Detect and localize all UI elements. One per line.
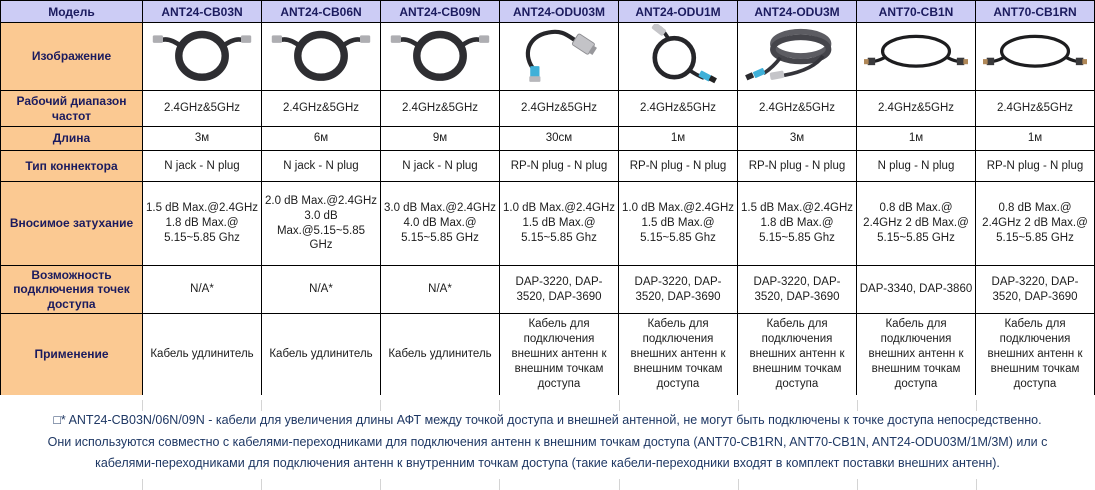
length-cell: 1м bbox=[619, 127, 738, 151]
model-header: ANT24-ODU03M bbox=[500, 1, 619, 23]
cable-coil-black-icon bbox=[388, 24, 492, 84]
image-cell bbox=[381, 23, 500, 91]
connector-cell: RP-N plug - N plug bbox=[738, 151, 857, 182]
gridline-tick bbox=[619, 400, 620, 411]
image-cell bbox=[976, 23, 1095, 91]
frequency-cell: 2.4GHz&5GHz bbox=[619, 91, 738, 127]
table-row-frequency bbox=[1, 91, 1095, 127]
image-cell bbox=[500, 23, 619, 91]
gridline-tick bbox=[738, 479, 739, 490]
frequency-cell: 2.4GHz&5GHz bbox=[976, 91, 1095, 127]
model-header: ANT24-CB03N bbox=[143, 1, 262, 23]
gridline-tick bbox=[261, 479, 262, 490]
table-row-image bbox=[1, 23, 1095, 91]
row-label-connector: Тип коннектора bbox=[1, 151, 143, 182]
usage-cell: Кабель для подключения внешних антенн к внешним точкам доступа bbox=[619, 314, 738, 396]
row-label-access: Возможность подключения точек доступа bbox=[1, 266, 143, 314]
connector-cell: N plug - N plug bbox=[857, 151, 976, 182]
usage-cell: Кабель для подключения внешних антенн к внешним точкам доступа bbox=[738, 314, 857, 396]
usage-cell: Кабель удлинитель bbox=[381, 314, 500, 396]
gridline-tick bbox=[261, 400, 262, 411]
length-cell: 9м bbox=[381, 127, 500, 151]
model-header: ANT24-ODU3M bbox=[738, 1, 857, 23]
cable-coil-black-icon bbox=[150, 24, 254, 84]
gridline-tick bbox=[976, 479, 977, 490]
frequency-cell: 2.4GHz&5GHz bbox=[738, 91, 857, 127]
cable-coil-black-icon bbox=[269, 24, 373, 84]
frequency-cell: 2.4GHz&5GHz bbox=[500, 91, 619, 127]
image-cell bbox=[262, 23, 381, 91]
row-label-image: Изображение bbox=[1, 23, 143, 91]
cable-adapter-short-icon bbox=[507, 24, 611, 84]
frequency-cell: 2.4GHz&5GHz bbox=[262, 91, 381, 127]
access-cell: DAP-3220, DAP-3520, DAP-3690 bbox=[500, 266, 619, 314]
gridline-tick bbox=[976, 400, 977, 411]
row-label-frequency: Рабочий диапазон частот bbox=[1, 91, 143, 127]
cable-thin-loop-icon bbox=[864, 24, 968, 84]
frequency-cell: 2.4GHz&5GHz bbox=[381, 91, 500, 127]
table-row-length bbox=[1, 127, 1095, 151]
connector-cell: RP-N plug - N plug bbox=[976, 151, 1095, 182]
access-cell: DAP-3220, DAP-3520, DAP-3690 bbox=[738, 266, 857, 314]
table-row-usage bbox=[1, 314, 1095, 396]
loss-cell: 0.8 dB Max.@ 2.4GHz 2 dB Max.@ 5.15~5.85 GHz bbox=[857, 182, 976, 266]
image-cell bbox=[857, 23, 976, 91]
footnote-line: □* ANT24-CB03N/06N/09N - кабели для увеличения длины АФТ между точкой доступа и внешней антенной, не могут быть подключены к точке доступа непосредственно. bbox=[53, 413, 1042, 427]
table-row-access bbox=[1, 266, 1095, 314]
image-cell bbox=[738, 23, 857, 91]
access-cell: N/A* bbox=[262, 266, 381, 314]
usage-cell: Кабель удлинитель bbox=[262, 314, 381, 396]
length-cell: 1м bbox=[976, 127, 1095, 151]
loss-cell: 1.5 dB Max.@2.4GHz 1.8 dB Max.@ 5.15~5.85 Ghz bbox=[738, 182, 857, 266]
model-header: ANT70-CB1N bbox=[857, 1, 976, 23]
row-label-usage: Применение bbox=[1, 314, 143, 396]
length-cell: 1м bbox=[857, 127, 976, 151]
gridline-tick bbox=[619, 479, 620, 490]
connector-cell: RP-N plug - N plug bbox=[619, 151, 738, 182]
loss-cell: 2.0 dB Max.@2.4GHz 3.0 dB Max.@5.15~5.85 GHz bbox=[262, 182, 381, 266]
loss-cell: 1.5 dB Max.@2.4GHz 1.8 dB Max.@ 5.15~5.85 Ghz bbox=[143, 182, 262, 266]
length-cell: 6м bbox=[262, 127, 381, 151]
loss-cell: 0.8 dB Max.@ 2.4GHz 2 dB Max.@ 5.15~5.85 GHz bbox=[976, 182, 1095, 266]
frequency-cell: 2.4GHz&5GHz bbox=[857, 91, 976, 127]
usage-cell: Кабель для подключения внешних антенн к внешним точкам доступа bbox=[857, 314, 976, 396]
loss-cell: 1.0 dB Max.@2.4GHz 1.5 dB Max.@ 5.15~5.85 Ghz bbox=[619, 182, 738, 266]
image-cell bbox=[619, 23, 738, 91]
usage-cell: Кабель для подключения внешних антенн к внешним точкам доступа bbox=[976, 314, 1095, 396]
gridline-tick bbox=[857, 400, 858, 411]
footnote-line: Они используются совместно с кабелями-переходниками для подключения антенн к внешним точкам доступа (ANT70-CB1RN, ANT70-CB1N, ANT24-ODU03M/1M/3M) или с bbox=[47, 434, 1048, 449]
gridline-tick bbox=[499, 479, 500, 490]
length-cell: 30см bbox=[500, 127, 619, 151]
image-cell bbox=[143, 23, 262, 91]
model-header: ANT24-CB09N bbox=[381, 1, 500, 23]
cable-coil-gray-icon bbox=[745, 24, 849, 84]
model-header: ANT24-ODU1M bbox=[619, 1, 738, 23]
loss-cell: 1.0 dB Max.@2.4GHz 1.5 dB Max.@ 5.15~5.85 Ghz bbox=[500, 182, 619, 266]
access-cell: N/A* bbox=[381, 266, 500, 314]
model-header: ANT24-CB06N bbox=[262, 1, 381, 23]
access-cell: DAP-3340, DAP-3860 bbox=[857, 266, 976, 314]
gridline-tick bbox=[380, 479, 381, 490]
corner-header: Модель bbox=[1, 1, 143, 23]
gridline-tick bbox=[857, 479, 858, 490]
access-cell: DAP-3220, DAP-3520, DAP-3690 bbox=[619, 266, 738, 314]
usage-cell: Кабель для подключения внешних антенн к внешним точкам доступа bbox=[500, 314, 619, 396]
gridline-tick bbox=[738, 400, 739, 411]
gridline-tick bbox=[380, 400, 381, 411]
footnote-line: кабелями-переходниками для подключения антенн к внутренним точкам доступа (такие кабели-переходники входят в комплект поставки внешних антенн). bbox=[95, 456, 1000, 470]
length-cell: 3м bbox=[143, 127, 262, 151]
model-header: ANT70-CB1RN bbox=[976, 1, 1095, 23]
usage-cell: Кабель удлинитель bbox=[143, 314, 262, 396]
row-label-loss: Вносимое затухание bbox=[1, 182, 143, 266]
gridline-tick bbox=[142, 400, 143, 411]
connector-cell: RP-N plug - N plug bbox=[500, 151, 619, 182]
header-row bbox=[1, 1, 1095, 23]
connector-cell: N jack - N plug bbox=[143, 151, 262, 182]
spec-table-body bbox=[1, 23, 1095, 396]
frequency-cell: 2.4GHz&5GHz bbox=[143, 91, 262, 127]
table-row-loss bbox=[1, 182, 1095, 266]
length-cell: 3м bbox=[738, 127, 857, 151]
connector-cell: N jack - N plug bbox=[381, 151, 500, 182]
access-cell: DAP-3220, DAP-3520, DAP-3690 bbox=[976, 266, 1095, 314]
access-cell: N/A* bbox=[143, 266, 262, 314]
gridline-tick bbox=[142, 479, 143, 490]
table-row-connector bbox=[1, 151, 1095, 182]
footnote bbox=[0, 395, 1095, 490]
connector-cell: N jack - N plug bbox=[262, 151, 381, 182]
cable-thin-loop-icon bbox=[983, 24, 1087, 84]
gridline-tick bbox=[499, 400, 500, 411]
loss-cell: 3.0 dB Max.@2.4GHz 4.0 dB Max.@ 5.15~5.85 GHz bbox=[381, 182, 500, 266]
row-label-length: Длина bbox=[1, 127, 143, 151]
cable-adapter-loop-icon bbox=[626, 24, 730, 84]
